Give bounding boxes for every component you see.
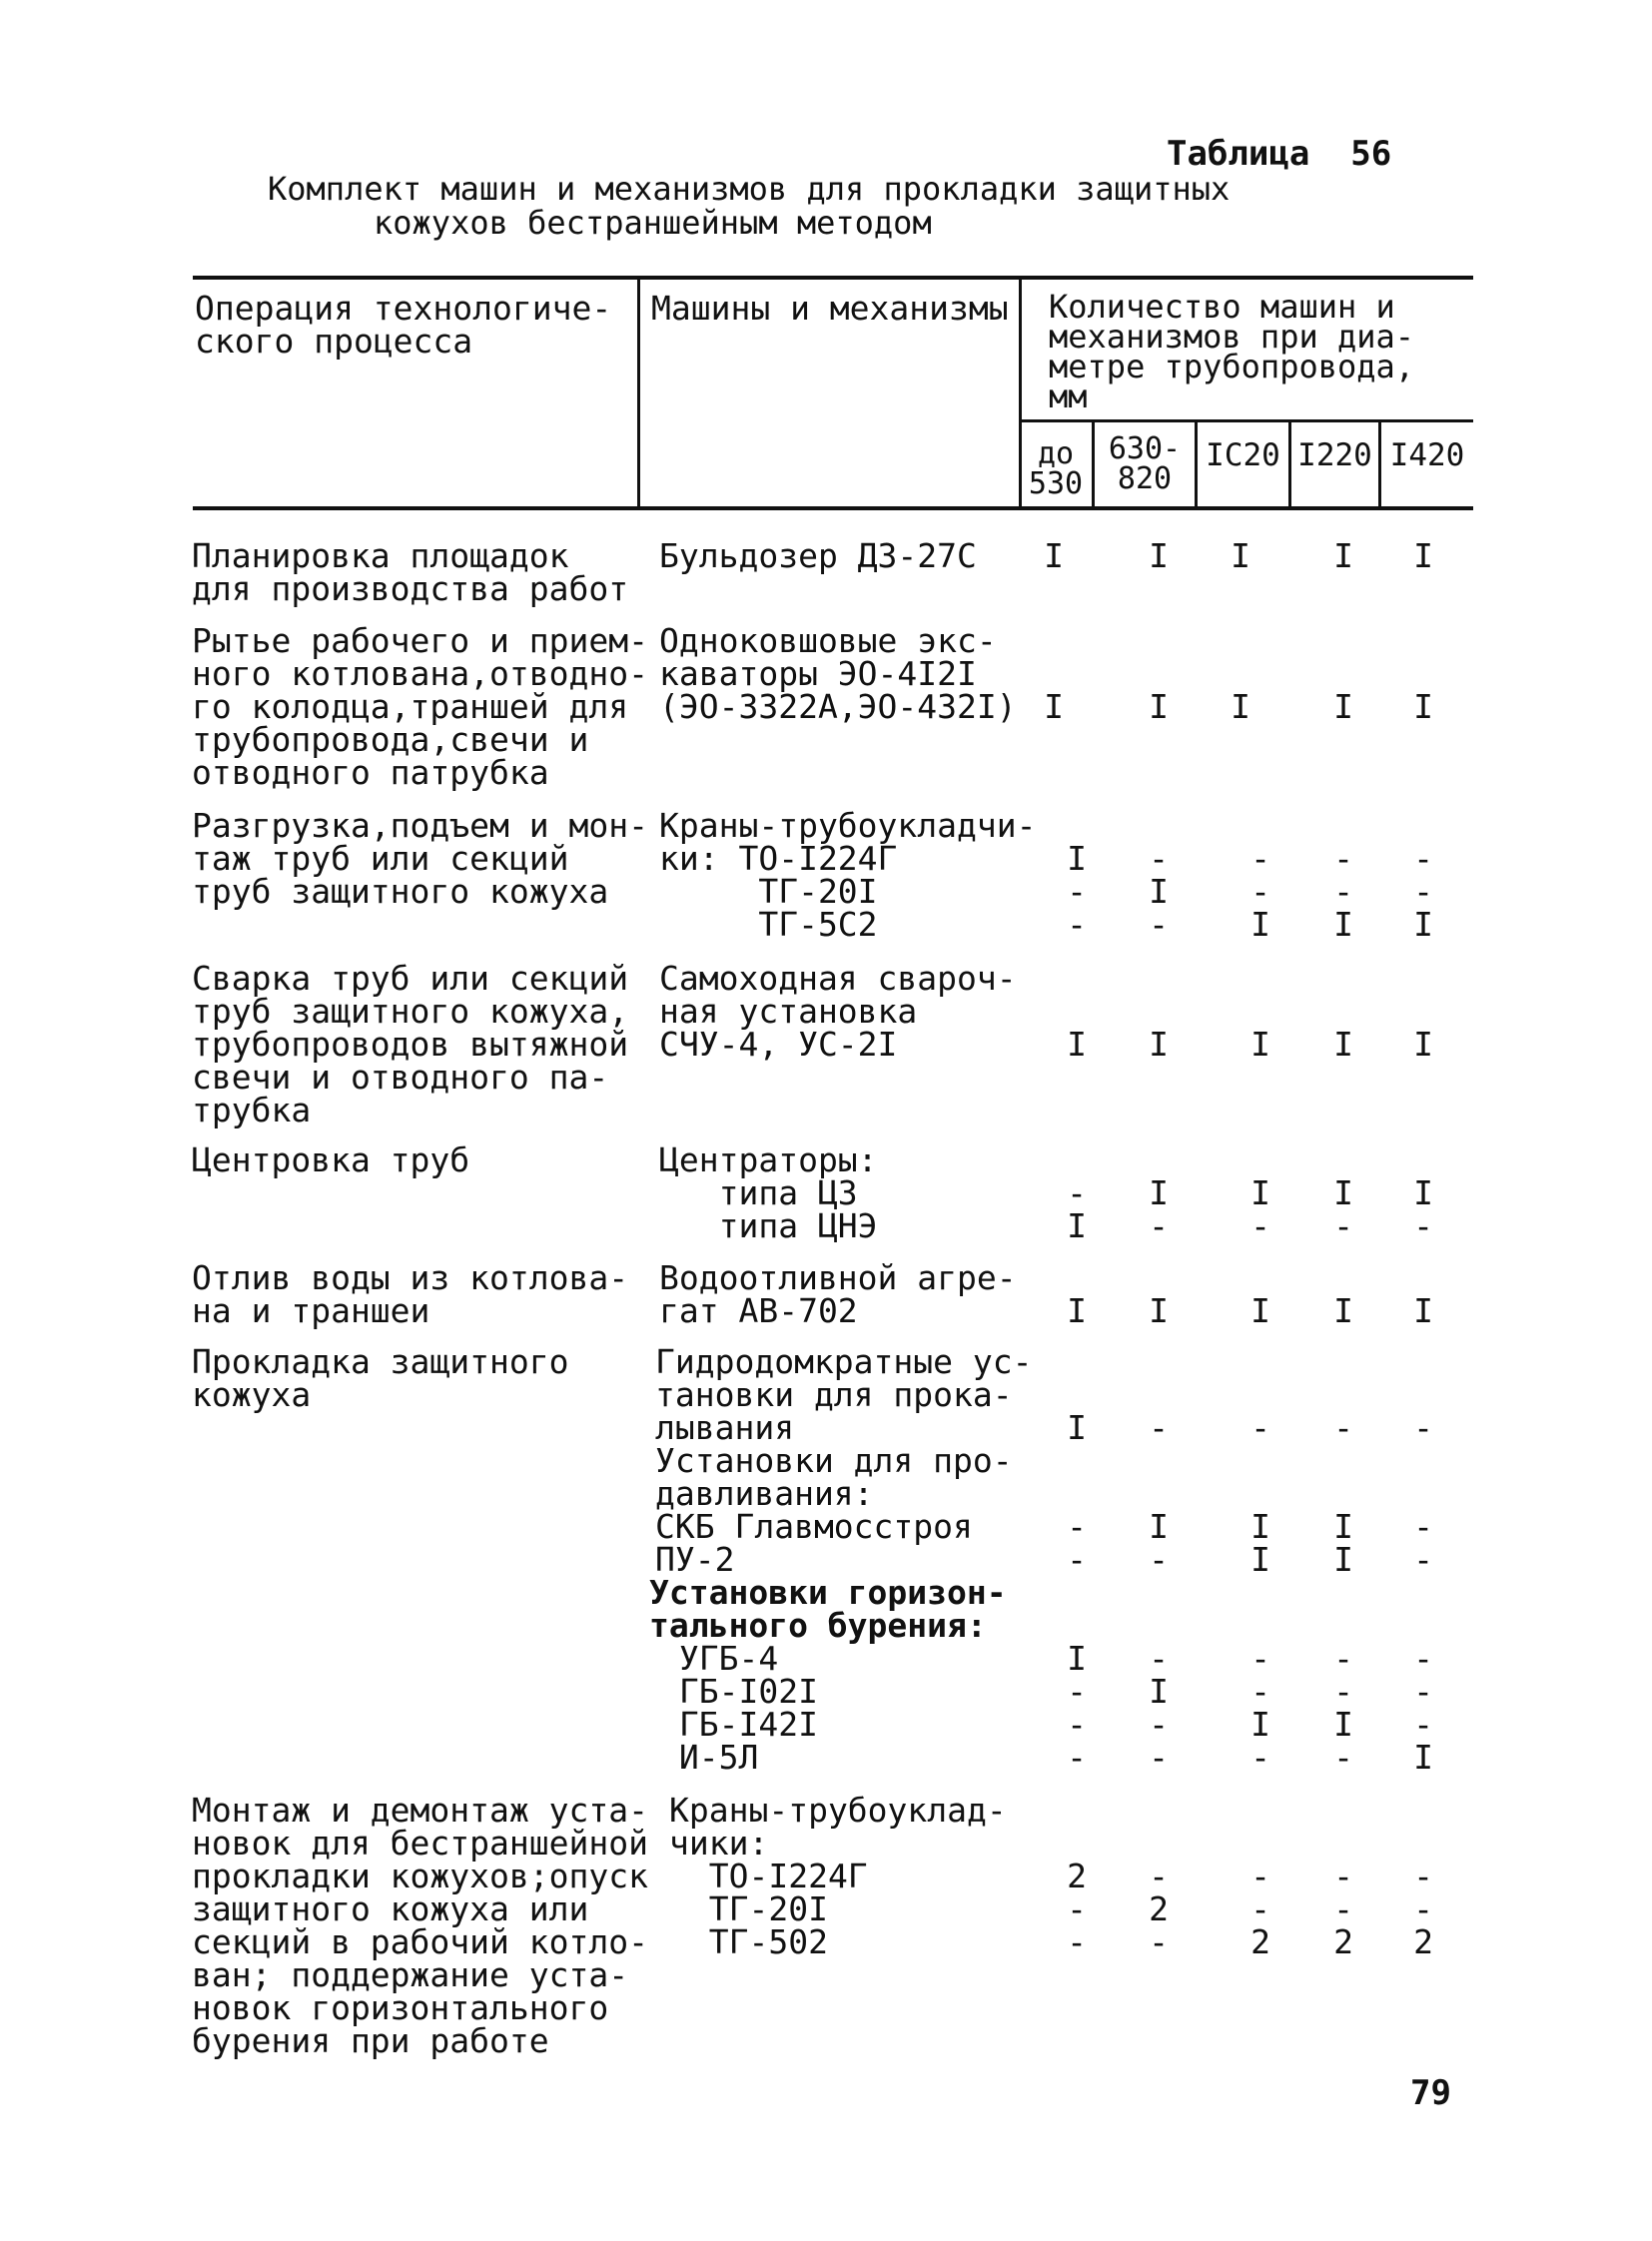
row-value: - — [1413, 1507, 1433, 1546]
row-machines: Центраторы: типа ЦЗ типа ЦНЭ — [659, 1140, 878, 1245]
row-value: I — [1333, 1291, 1353, 1330]
row-value: I — [1067, 1291, 1087, 1330]
row-value: I — [1149, 872, 1169, 911]
row-value: I — [1067, 1408, 1087, 1447]
row-value: - — [1333, 1206, 1353, 1245]
column-header-operation: Операция технологиче- ского процесса — [195, 289, 612, 361]
row-value: - — [1413, 1705, 1433, 1744]
row-value: - — [1067, 1540, 1087, 1579]
row-value: - — [1067, 1173, 1087, 1212]
row-machines-block1: Гидродомкратные ус- тановки для прока- лывания — [655, 1342, 1033, 1447]
row-value: - — [1149, 1206, 1169, 1245]
row-value: I — [1044, 687, 1064, 726]
row-operation: Прокладка защитного кожуха — [192, 1342, 569, 1414]
row-value: - — [1413, 1540, 1433, 1579]
row-value: I — [1413, 1025, 1433, 1064]
row-value: I — [1067, 1206, 1087, 1245]
row-machines-block2: Установки для про- давливания: СКБ Главмосстроя ПУ-2 — [655, 1441, 1013, 1579]
row-value: I — [1250, 1025, 1270, 1064]
row-operation: Сварка труб или секций труб защитного кожуха, трубопроводов вытяжной свечи и отводного па- трубка — [192, 959, 629, 1129]
row-value: I — [1413, 1173, 1433, 1212]
row-value: I — [1067, 839, 1087, 878]
row-value: I — [1250, 1173, 1270, 1212]
row-value: - — [1333, 1672, 1353, 1711]
row-machines: Водоотливной агре- гат АВ-702 — [659, 1258, 1017, 1330]
row-value: 2 — [1333, 1922, 1353, 1961]
row-value: - — [1149, 1639, 1169, 1678]
row-value: - — [1413, 1672, 1433, 1711]
row-value: I — [1333, 1540, 1353, 1579]
row-value: I — [1250, 1507, 1270, 1546]
row-value: I — [1333, 1705, 1353, 1744]
row-value: - — [1149, 839, 1169, 878]
table-title-line2: кожухов бестраншейным методом — [374, 204, 932, 242]
diameter-header-1020: IC20 — [1206, 437, 1280, 473]
row-value: I — [1149, 1672, 1169, 1711]
row-value: I — [1333, 1507, 1353, 1546]
row-machines-block3: УГБ-4 ГБ-I02I ГБ-I42I И-5Л — [678, 1639, 818, 1777]
column-header-machines: Машины и механизмы — [651, 289, 1009, 328]
row-value: I — [1250, 1291, 1270, 1330]
row-value: - — [1149, 1738, 1169, 1777]
row-value: - — [1067, 1705, 1087, 1744]
row-value: - — [1413, 839, 1433, 878]
diameter-header-630-820: 630- 820 — [1108, 431, 1182, 496]
row-operation: Центровка труб — [192, 1140, 470, 1179]
row-machines: Самоходная свароч- ная установка СЧУ-4, УС-2I — [659, 959, 1017, 1064]
row-value: I — [1413, 1291, 1433, 1330]
row-value: 2 — [1413, 1922, 1433, 1961]
row-machines: Одноковшовые экс- каваторы ЭО-4I2I (ЭО-3322А,ЭО-432I) — [659, 621, 1017, 726]
row-value: - — [1149, 1857, 1169, 1895]
row-value: - — [1333, 1408, 1353, 1447]
row-value: I — [1149, 536, 1169, 575]
row-value: - — [1333, 1889, 1353, 1928]
row-operation: Планировка площадок для производства работ — [192, 536, 629, 608]
row-value: - — [1413, 1857, 1433, 1895]
row-value: - — [1250, 1889, 1270, 1928]
row-value: - — [1149, 1922, 1169, 1961]
row-value: I — [1413, 687, 1433, 726]
row-value: I — [1231, 687, 1250, 726]
row-value: - — [1413, 1408, 1433, 1447]
row-value: I — [1333, 536, 1353, 575]
row-value: I — [1067, 1025, 1087, 1064]
row-operation: Разгрузка,подъем и мон- таж труб или секций труб защитного кожуха — [192, 806, 648, 911]
row-value: - — [1250, 1738, 1270, 1777]
row-value: - — [1067, 1889, 1087, 1928]
row-value: I — [1333, 1173, 1353, 1212]
row-value: - — [1250, 1639, 1270, 1678]
row-operation: Отлив воды из котлова- на и траншеи — [192, 1258, 629, 1330]
row-value: 2 — [1149, 1889, 1169, 1928]
row-value: - — [1413, 1889, 1433, 1928]
row-value: - — [1067, 1507, 1087, 1546]
row-value: I — [1250, 1540, 1270, 1579]
row-value: - — [1333, 1639, 1353, 1678]
col-divider-1 — [637, 276, 640, 509]
diameter-header-1220: I220 — [1297, 437, 1372, 473]
row-machines: Краны-трубоукладчи- ки: ТО-I224Г ТГ-20I ТГ-5С2 — [659, 806, 1037, 944]
diameter-header-530: до 530 — [1028, 436, 1084, 501]
row-value: - — [1333, 1738, 1353, 1777]
row-value: I — [1149, 1291, 1169, 1330]
header-bottom-rule — [193, 506, 1473, 510]
page-number: 79 — [1410, 2073, 1451, 2113]
table-top-rule — [193, 276, 1473, 280]
row-value: I — [1044, 536, 1064, 575]
row-value: - — [1333, 872, 1353, 911]
row-value: I — [1149, 1025, 1169, 1064]
row-machines: Краны-трубоуклад- чики: ТО-I224Г ТГ-20I ТГ-502 — [669, 1791, 1007, 1961]
table-title-line1: Комплект машин и механизмов для прокладки защитных — [268, 170, 1231, 208]
row-value: I — [1333, 905, 1353, 944]
row-value: I — [1413, 1738, 1433, 1777]
row-machines: Бульдозер ДЗ-27С — [659, 536, 977, 575]
row-value: I — [1231, 536, 1250, 575]
row-value: I — [1333, 1025, 1353, 1064]
column-header-quantity: Количество машин и механизмов при диа- метре трубопровода, мм — [1049, 288, 1415, 415]
table-label: Таблица 56 — [1167, 134, 1392, 174]
row-value: - — [1067, 905, 1087, 944]
row-value: 2 — [1250, 1922, 1270, 1961]
row-value: - — [1149, 1408, 1169, 1447]
row-machines-block3-heading: Установки горизон- тального бурения: — [649, 1573, 1007, 1645]
row-value: - — [1250, 872, 1270, 911]
row-value: - — [1413, 1639, 1433, 1678]
row-value: - — [1413, 872, 1433, 911]
row-value: - — [1413, 1206, 1433, 1245]
row-value: - — [1250, 1408, 1270, 1447]
row-value: - — [1067, 1672, 1087, 1711]
row-value: I — [1413, 536, 1433, 575]
row-value: 2 — [1067, 1857, 1087, 1895]
row-value: I — [1250, 905, 1270, 944]
row-operation: Рытье рабочего и прием- ного котлована,отводно- го колодца,траншей для трубопровода,свечи и отводного патрубка — [192, 621, 648, 792]
row-value: - — [1067, 872, 1087, 911]
row-operation: Монтаж и демонтаж уста- новок для бестраншейной прокладки кожухов;опуск защитного кожуха или секций в рабочий котло- ван; поддержание уста- новок горизонтального бурения при работе — [192, 1791, 648, 2060]
row-value: - — [1149, 905, 1169, 944]
diameter-rule — [1019, 419, 1473, 422]
diameter-header-1420: I420 — [1389, 437, 1465, 473]
row-value: - — [1149, 1705, 1169, 1744]
row-value: - — [1333, 1857, 1353, 1895]
row-value: - — [1067, 1738, 1087, 1777]
row-value: - — [1149, 1540, 1169, 1579]
row-value: I — [1067, 1639, 1087, 1678]
row-value: I — [1413, 905, 1433, 944]
row-value: - — [1250, 1857, 1270, 1895]
row-value: I — [1149, 687, 1169, 726]
row-value: - — [1067, 1922, 1087, 1961]
row-value: - — [1250, 1206, 1270, 1245]
row-value: I — [1149, 1173, 1169, 1212]
row-value: I — [1333, 687, 1353, 726]
row-value: I — [1149, 1507, 1169, 1546]
row-value: - — [1250, 839, 1270, 878]
row-value: - — [1333, 839, 1353, 878]
row-value: - — [1250, 1672, 1270, 1711]
row-value: I — [1250, 1705, 1270, 1744]
